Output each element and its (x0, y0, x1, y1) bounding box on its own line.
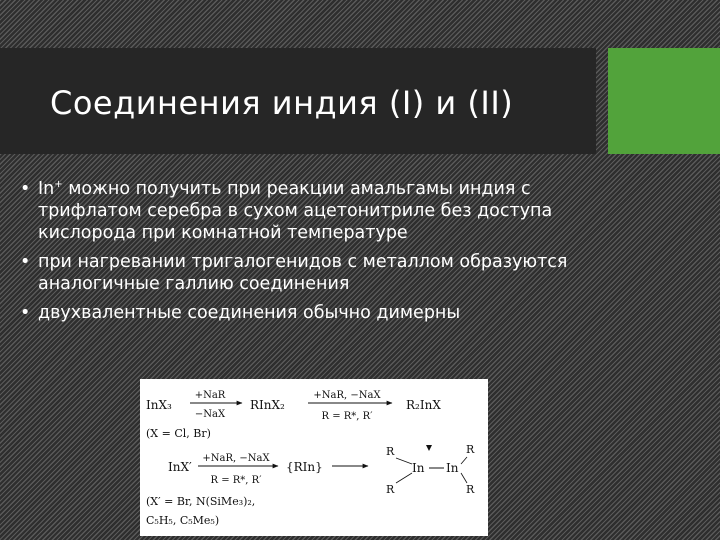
dimer-r-top-right: R (466, 443, 475, 456)
arrow3-bottom-label: R = R*, R′ (210, 475, 262, 486)
condition-x: (X = Cl, Br) (146, 427, 211, 440)
bullet-text: двухвалентные соединения обычно димерны (38, 303, 461, 323)
intermediate-rin: {RIn} (286, 460, 323, 474)
condition-x-prime-line1: (X′ = Br, N(SiMe₃)₂, (146, 495, 256, 508)
dimer-in-right: In (446, 461, 459, 475)
reactant-inx3: InX₃ (146, 398, 172, 412)
arrow1-bottom-label: −NaX (194, 409, 226, 420)
dimer-r-bottom-left: R (386, 483, 395, 496)
arrow1-top-label: +NaR (194, 390, 226, 401)
condition-x-prime-line2: C₅H₅, C₅Me₅) (146, 514, 220, 527)
product-r2inx: R₂InX (406, 398, 441, 412)
bullet-prefix: In (38, 179, 55, 199)
bond-line (461, 473, 467, 483)
slide-title: Соединения индия (I) и (II) (50, 84, 514, 122)
intermediate-rinx2: RInX₂ (250, 398, 285, 412)
dimer-r-top-left: R (386, 445, 395, 458)
reaction-scheme (140, 379, 488, 536)
bullet-item (20, 302, 600, 324)
dimer-r-bottom-right: R (466, 483, 475, 496)
bullet-text: можно получить при реакции амальгамы индия с трифлатом серебра в сухом ацетонитриле без доступа кислорода при комнатной температуре (38, 179, 553, 243)
arrow2-bottom-label: R = R*, R′ (321, 411, 373, 422)
bond-line (461, 457, 467, 464)
bond-line (396, 458, 412, 464)
bullet-item (20, 178, 600, 244)
bullet-superscript: + (54, 179, 63, 191)
bullet-item (20, 251, 600, 295)
reactant-inx-prime: InX′ (168, 460, 192, 474)
arrow3-top-label: +NaR, −NaX (202, 453, 270, 464)
bullet-list (20, 178, 600, 331)
bond-line (396, 473, 412, 483)
bullet-text: при нагревании тригалогенидов с металлом образуются аналогичные галлию соединения (38, 252, 568, 294)
accent-block (608, 48, 720, 154)
reaction-scheme-svg (140, 379, 488, 536)
arrow2-top-label: +NaR, −NaX (313, 390, 381, 401)
small-marker-icon (426, 445, 432, 451)
dimer-in-left: In (412, 461, 425, 475)
